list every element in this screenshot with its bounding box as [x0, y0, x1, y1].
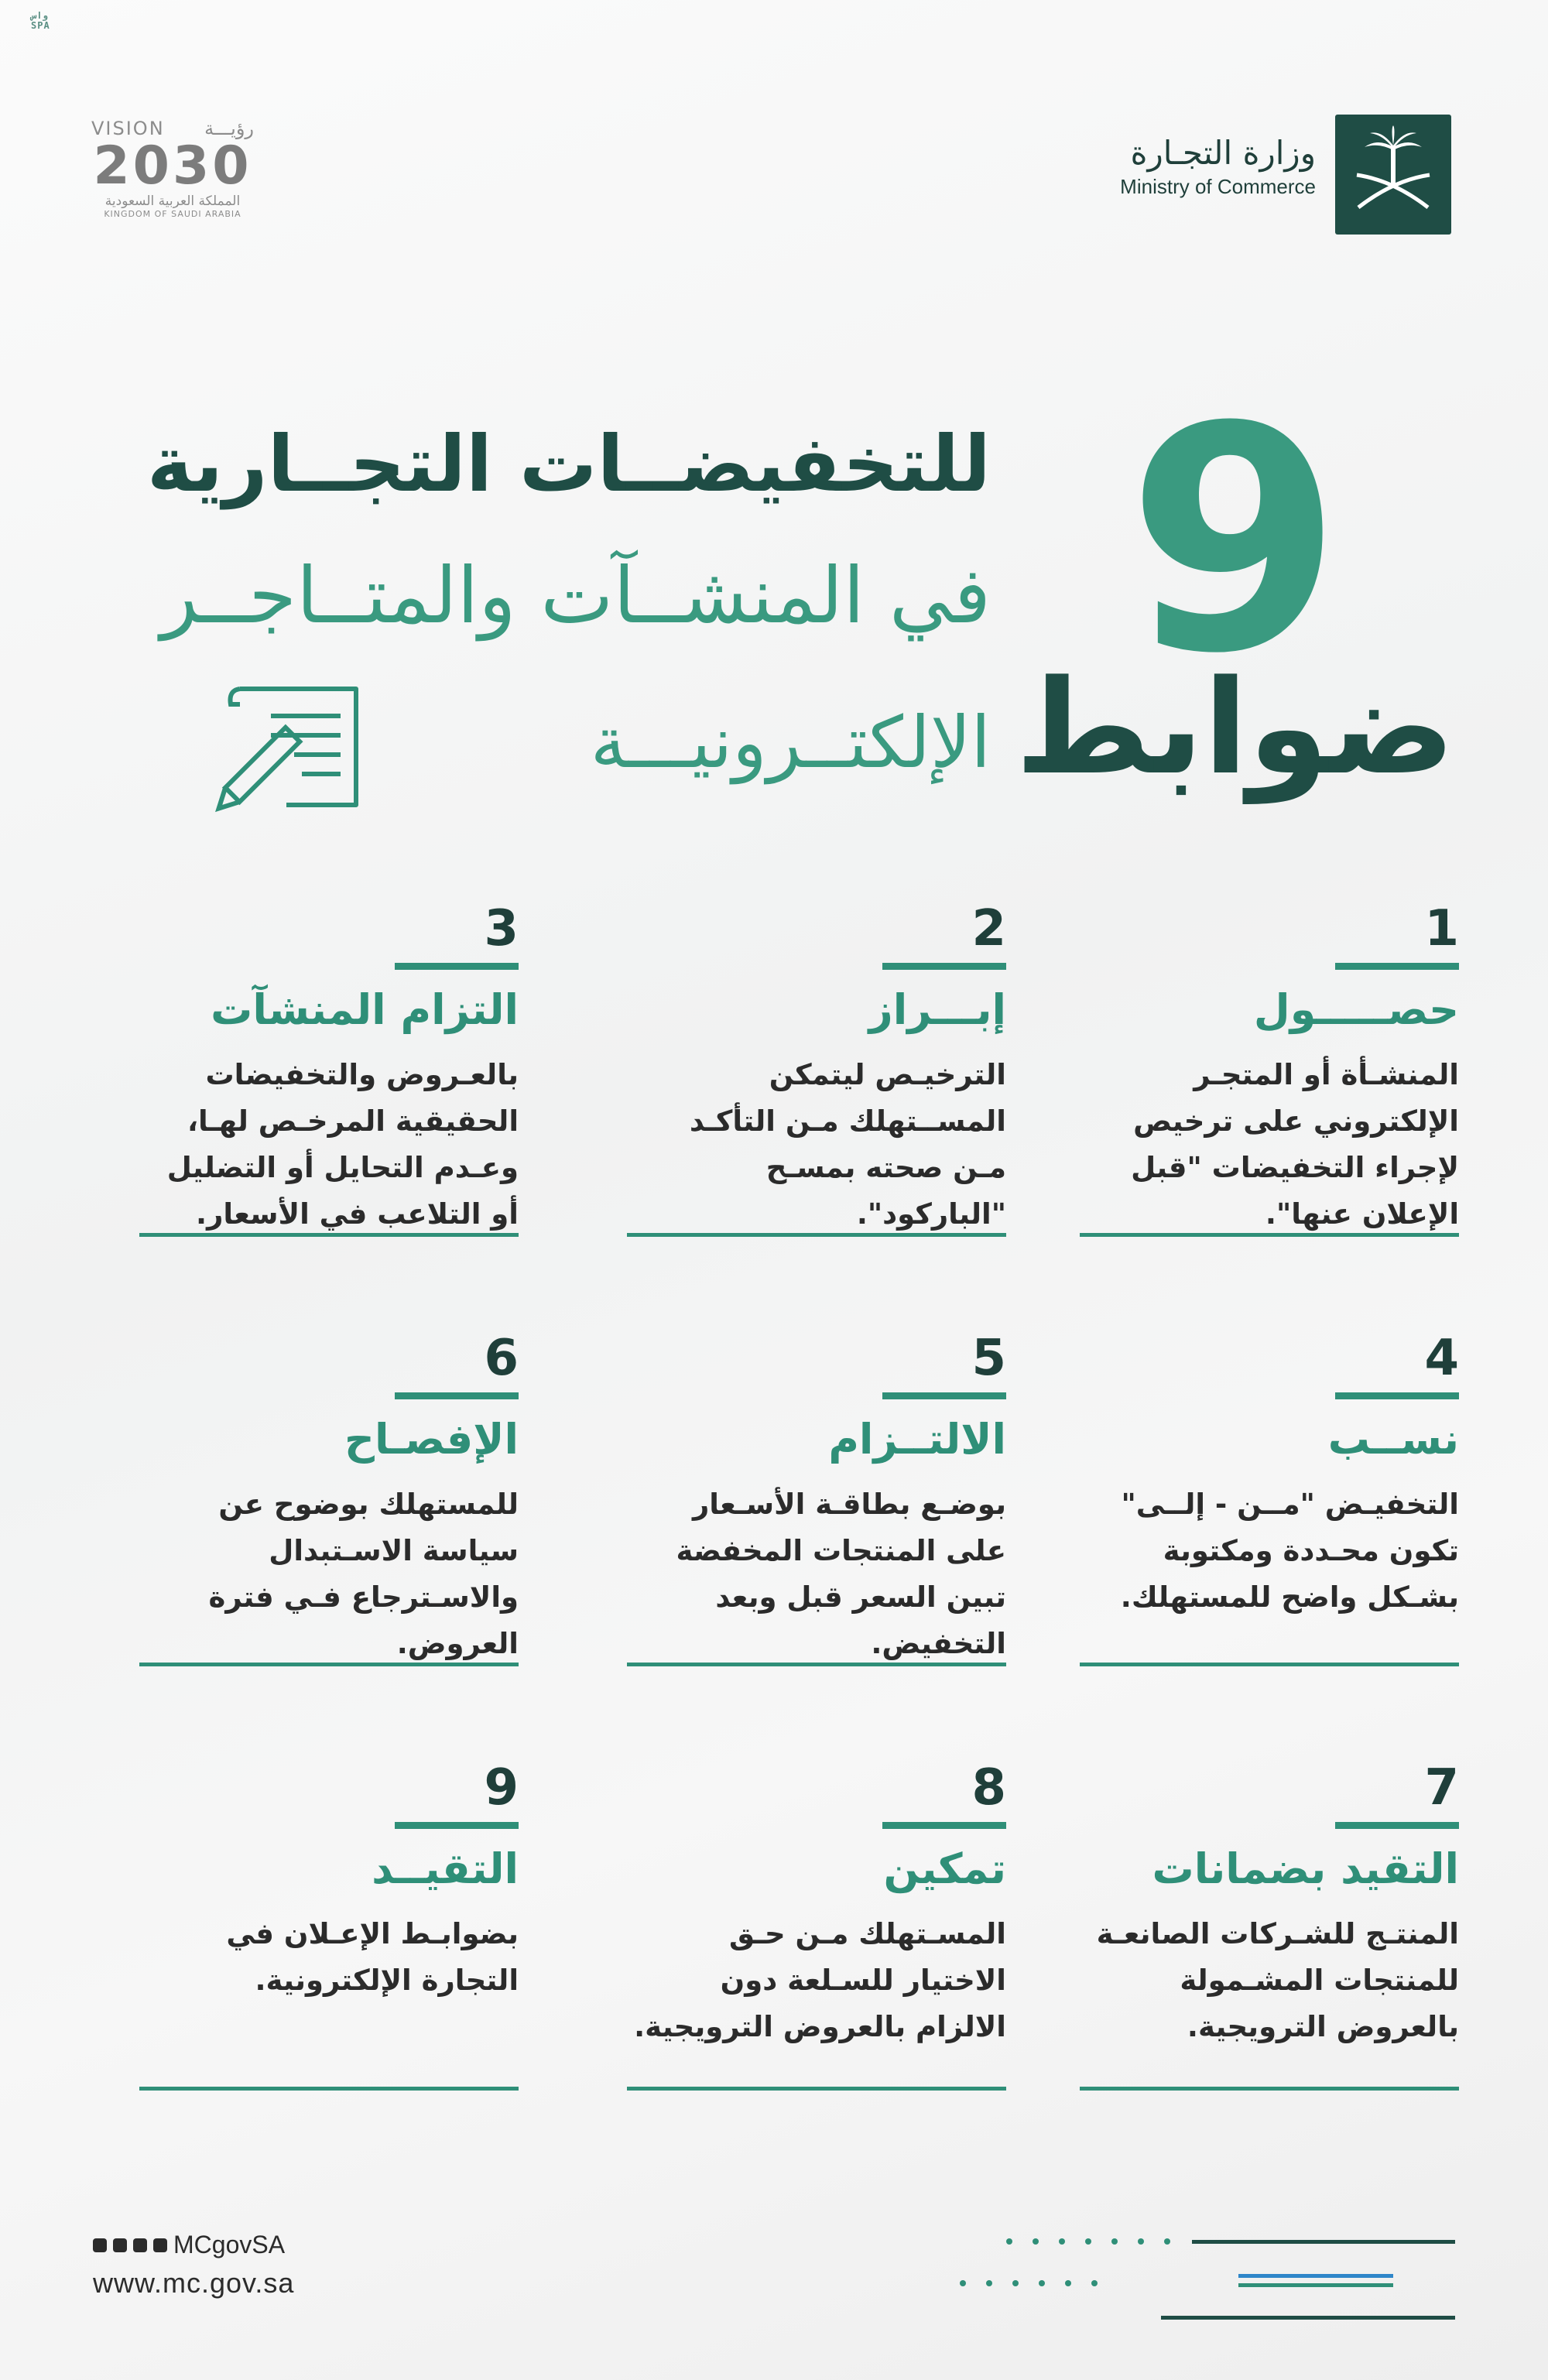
- rule-top-bar: [1335, 1822, 1459, 1829]
- rule-body: بوضـع بطاقـة الأسـعار على المنتجات المخفضة تبين السعر قبل وبعد التخفيض.: [676, 1488, 1006, 1660]
- footer-contact: [93, 2231, 557, 2300]
- decor-dot: [1065, 2280, 1071, 2286]
- rule-number: 5: [971, 1330, 1006, 1387]
- rule-bottom-bar: [139, 2087, 519, 2091]
- instagram-icon[interactable]: [133, 2238, 147, 2252]
- rule-top-bar: [1335, 963, 1459, 970]
- rule-3: [139, 898, 519, 1241]
- rule-body: الترخيـص ليتمكن المســتهلك مـن التأكـد مـن صحته بمسـح "الباركود".: [689, 1058, 1006, 1231]
- decor-dot: [960, 2280, 966, 2286]
- decor-dot: [1033, 2238, 1039, 2245]
- rule-title: نســب: [1327, 1415, 1459, 1464]
- rule-number: 3: [484, 900, 519, 957]
- vision-year: 2030: [93, 135, 252, 197]
- rule-bottom-bar: [627, 1233, 1006, 1237]
- decor-dot: [1138, 2238, 1144, 2245]
- rule-bottom-bar: [139, 1233, 519, 1237]
- headline-line-1: للتخفيضــات التجــارية: [146, 419, 991, 509]
- rule-top-bar: [1335, 1392, 1459, 1399]
- decor-line-dark: [1192, 2240, 1455, 2244]
- headline-word: ضوابط: [1015, 652, 1455, 803]
- rule-title: إبـــراز: [868, 985, 1006, 1034]
- rule-5: [627, 1327, 1006, 1670]
- decor-dot: [1039, 2280, 1045, 2286]
- rule-title: التزام المنشآت: [211, 985, 519, 1034]
- kingdom-en: KINGDOM OF SAUDI ARABIA: [104, 209, 241, 219]
- rule-body: المنشـأة أو المتجـر الإلكتروني على ترخيص لإجراء التخفيضات "قبل الإعلان عنها".: [1131, 1058, 1459, 1231]
- social-handle[interactable]: MCgovSA: [173, 2231, 286, 2258]
- kingdom-ar: المملكة العربية السعودية: [104, 193, 241, 209]
- decor-dot: [986, 2280, 992, 2286]
- rule-title: التقيد بضمانات: [1152, 1844, 1459, 1893]
- rule-bottom-bar: [1080, 1663, 1459, 1666]
- twitter-icon[interactable]: [93, 2238, 107, 2252]
- headline-line-3: الإلكتــرونيـــة: [590, 701, 991, 784]
- rule-top-bar: [882, 1392, 1006, 1399]
- rule-title: الالتــزام: [828, 1415, 1006, 1464]
- decor-dot: [1164, 2238, 1170, 2245]
- spa-logo: واس SPA: [31, 10, 50, 31]
- youtube-icon[interactable]: [153, 2238, 167, 2252]
- rule-body: للمستهلك بوضوح عن سياسة الاسـتبدال والاسـترجاع فـي فترة العروض.: [208, 1488, 519, 1660]
- rule-1: [1080, 898, 1459, 1241]
- social-row: [93, 2231, 557, 2259]
- rule-body: المسـتهلك مـن حـق الاختيار للسـلعة دون الالزام بالعروض الترويجية.: [634, 1917, 1006, 2043]
- rule-top-bar: [395, 1392, 519, 1399]
- rule-bottom-bar: [1080, 2087, 1459, 2091]
- rule-9: [139, 1757, 519, 2094]
- decor-line-blue: [1238, 2274, 1393, 2278]
- rule-4: [1080, 1327, 1459, 1670]
- rule-body: التخفيـض "مــن - إلــى" تكون محـددة ومكتوبة بشـكل واضح للمستهلك.: [1120, 1488, 1459, 1614]
- rule-title: الإفصـاح: [344, 1415, 519, 1464]
- decor-dot: [1059, 2238, 1065, 2245]
- rule-6: [139, 1327, 519, 1670]
- ministry-emblem-icon: [1335, 115, 1451, 235]
- rule-top-bar: [882, 963, 1006, 970]
- decor-line-green: [1238, 2283, 1393, 2287]
- ministry-name-ar: وزارة التجـارة: [1130, 134, 1316, 172]
- rule-body: المنتـج للشـركات الصانعـة للمنتجات المشـمولة بالعروض الترويجية.: [1096, 1917, 1459, 2043]
- rule-number: 4: [1424, 1330, 1459, 1387]
- rule-body: بضوابـط الإعـلان في التجارة الإلكترونية.: [226, 1917, 519, 1997]
- decor-dot: [1111, 2238, 1118, 2245]
- facebook-icon[interactable]: [113, 2238, 127, 2252]
- rule-top-bar: [882, 1822, 1006, 1829]
- decor-dot: [1012, 2280, 1019, 2286]
- rule-bottom-bar: [139, 1663, 519, 1666]
- vision-en-label: VISION: [91, 118, 165, 139]
- decor-dot: [1085, 2238, 1091, 2245]
- ministry-name: [1068, 132, 1316, 199]
- rule-number: 8: [971, 1759, 1006, 1817]
- decor-dot: [1006, 2238, 1012, 2245]
- rule-top-bar: [395, 963, 519, 970]
- rule-top-bar: [395, 1822, 519, 1829]
- ministry-name-en: Ministry of Commerce: [1120, 175, 1316, 198]
- rule-title: حصـــــول: [1253, 985, 1459, 1034]
- headline-line-2: في المنشــآت والمتــاجــر: [160, 550, 991, 641]
- decor-dot: [1091, 2280, 1098, 2286]
- rule-2: [627, 898, 1006, 1241]
- vision-2030-logo: [91, 118, 254, 219]
- rule-title: تمكين: [883, 1844, 1006, 1893]
- document-pen-icon: [209, 673, 379, 828]
- rule-number: 9: [484, 1759, 519, 1817]
- rule-number: 6: [484, 1330, 519, 1387]
- rule-bottom-bar: [627, 2087, 1006, 2091]
- rule-title: التقيــد: [372, 1844, 519, 1893]
- vision-ar-label: رؤيـــة: [204, 118, 254, 139]
- rule-number: 2: [971, 900, 1006, 957]
- rule-number: 1: [1424, 900, 1459, 957]
- rule-8: [627, 1757, 1006, 2094]
- website-link[interactable]: www.mc.gov.sa: [93, 2267, 295, 2299]
- rule-bottom-bar: [1080, 1233, 1459, 1237]
- rule-body: بالعـروض والتخفيضات الحقيقية المرخـص لهـا، وعـدم التحايل أو التضليل أو التلاعب في الأسعار.: [166, 1058, 519, 1231]
- rule-number: 7: [1424, 1759, 1459, 1817]
- rule-bottom-bar: [627, 1663, 1006, 1666]
- decor-line-dark-2: [1161, 2316, 1455, 2320]
- headline-number: 9: [1126, 361, 1343, 721]
- rule-7: [1080, 1757, 1459, 2094]
